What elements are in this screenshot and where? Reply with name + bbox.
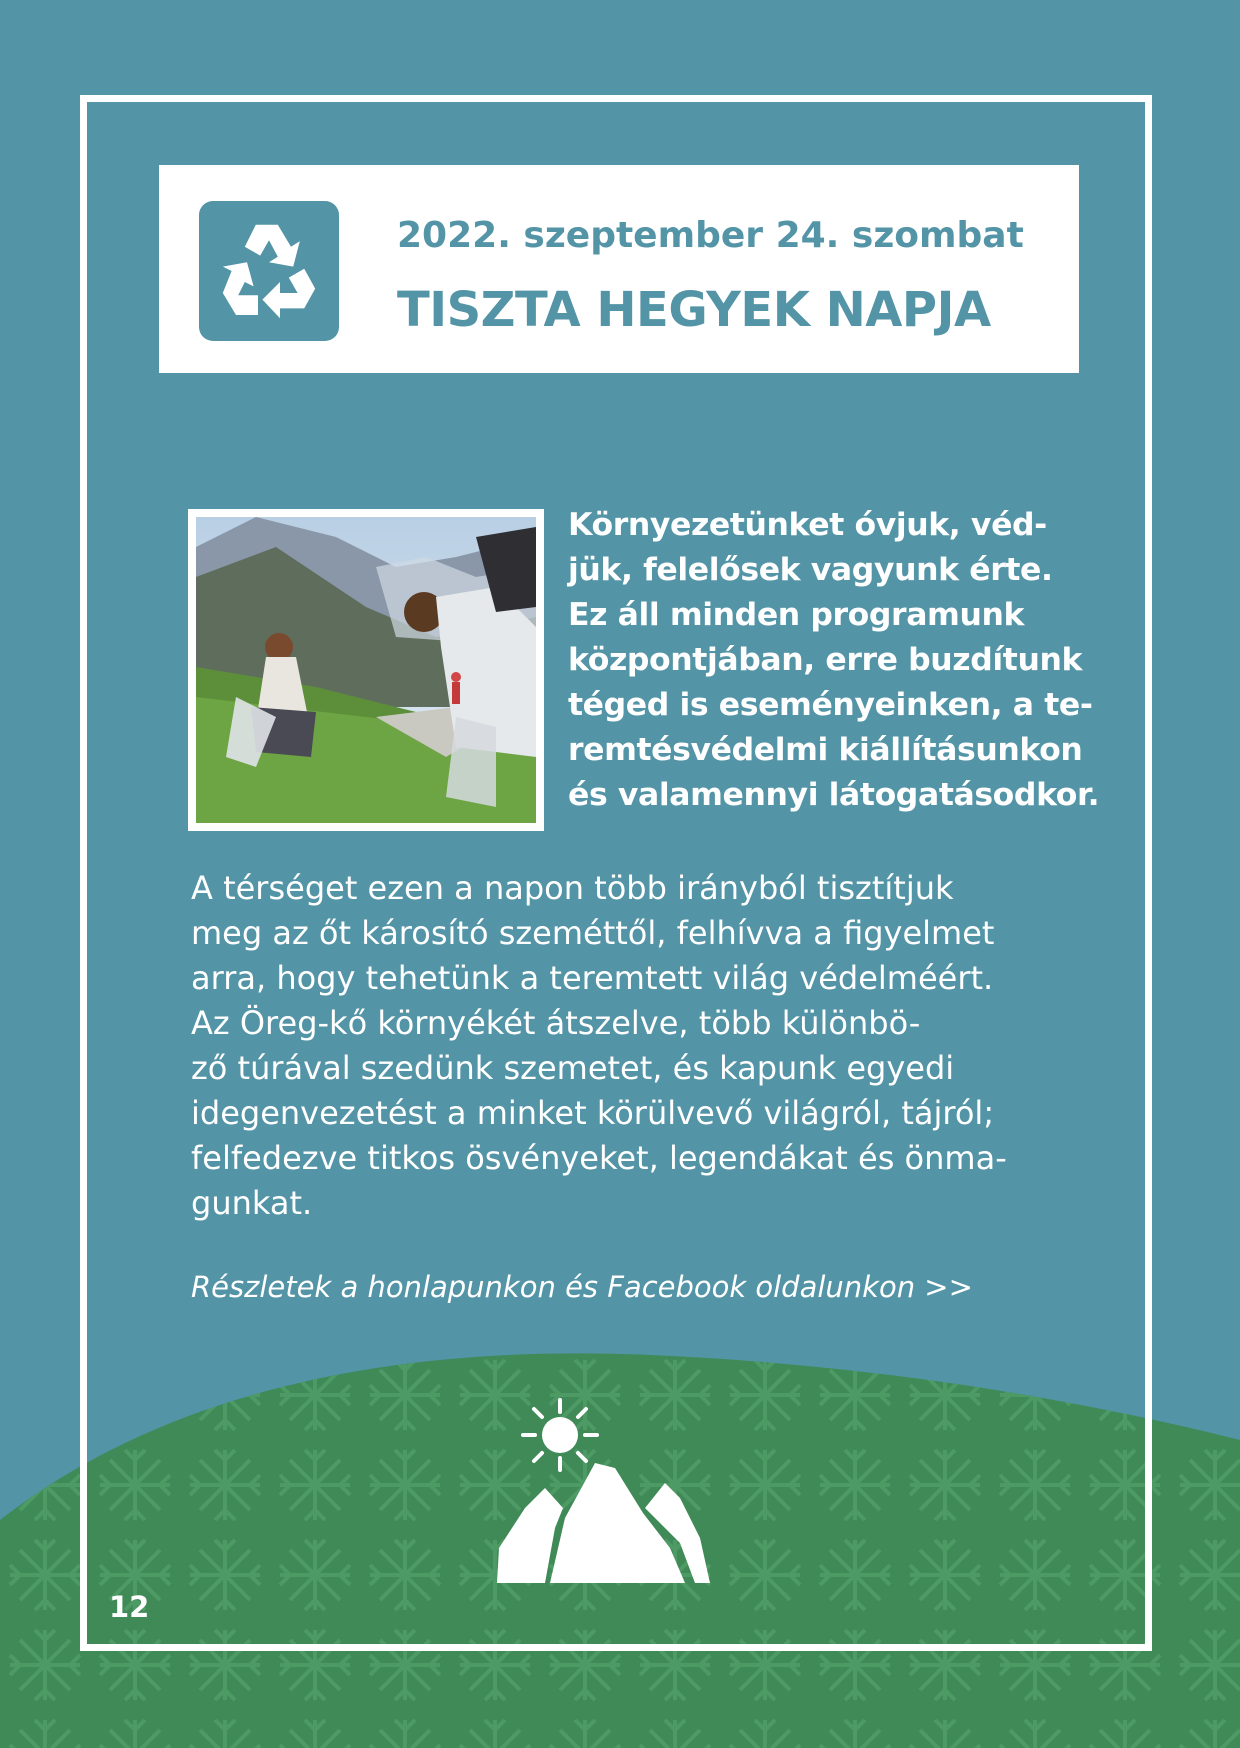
body-line: meg az őt károsító szeméttől, felhívva a figyelmet xyxy=(191,914,995,952)
body-line: gunkat. xyxy=(191,1184,313,1222)
body-line: Az Öreg-kő környékét átszelve, több különbö- xyxy=(191,1004,921,1042)
intro-paragraph xyxy=(568,503,1100,818)
intro-line: és valamennyi látogatásodkor. xyxy=(568,777,1100,813)
intro-line: téged is eseményeinken, a te- xyxy=(568,687,1093,723)
body-paragraph xyxy=(191,866,1091,1226)
body-line: arra, hogy tehetünk a teremtett világ védelméért. xyxy=(191,959,994,997)
intro-line: Környezetünket óvjuk, véd- xyxy=(568,507,1047,543)
body-line: idegenvezetést a minket körülvevő világról, tájról; xyxy=(191,1094,995,1132)
body-line: ző túrával szedünk szemetet, és kapunk egyedi xyxy=(191,1049,955,1087)
intro-line: remtésvédelmi kiállításunkon xyxy=(568,732,1083,768)
recycle-icon xyxy=(199,201,339,341)
event-date: 2022. szeptember 24. szombat xyxy=(397,215,1024,256)
intro-line: Ez áll minden programunk xyxy=(568,597,1025,633)
body-line: A térséget ezen a napon több irányból tisztítjuk xyxy=(191,869,954,907)
details-link[interactable]: Részletek a honlapunkon és Facebook oldalunkon >> xyxy=(191,1270,973,1304)
intro-line: központjában, erre buzdítunk xyxy=(568,642,1083,678)
body-line: felfedezve titkos ösvényeket, legendákat és önma- xyxy=(191,1139,1007,1177)
volunteers-photo xyxy=(188,509,544,831)
intro-line: jük, felelősek vagyunk érte. xyxy=(568,552,1053,588)
page-number: 12 xyxy=(109,1590,150,1624)
sun-mountain-icon xyxy=(495,1398,735,1588)
event-title: TISZTA HEGYEK NAPJA xyxy=(397,282,991,338)
header-box xyxy=(159,165,1079,373)
